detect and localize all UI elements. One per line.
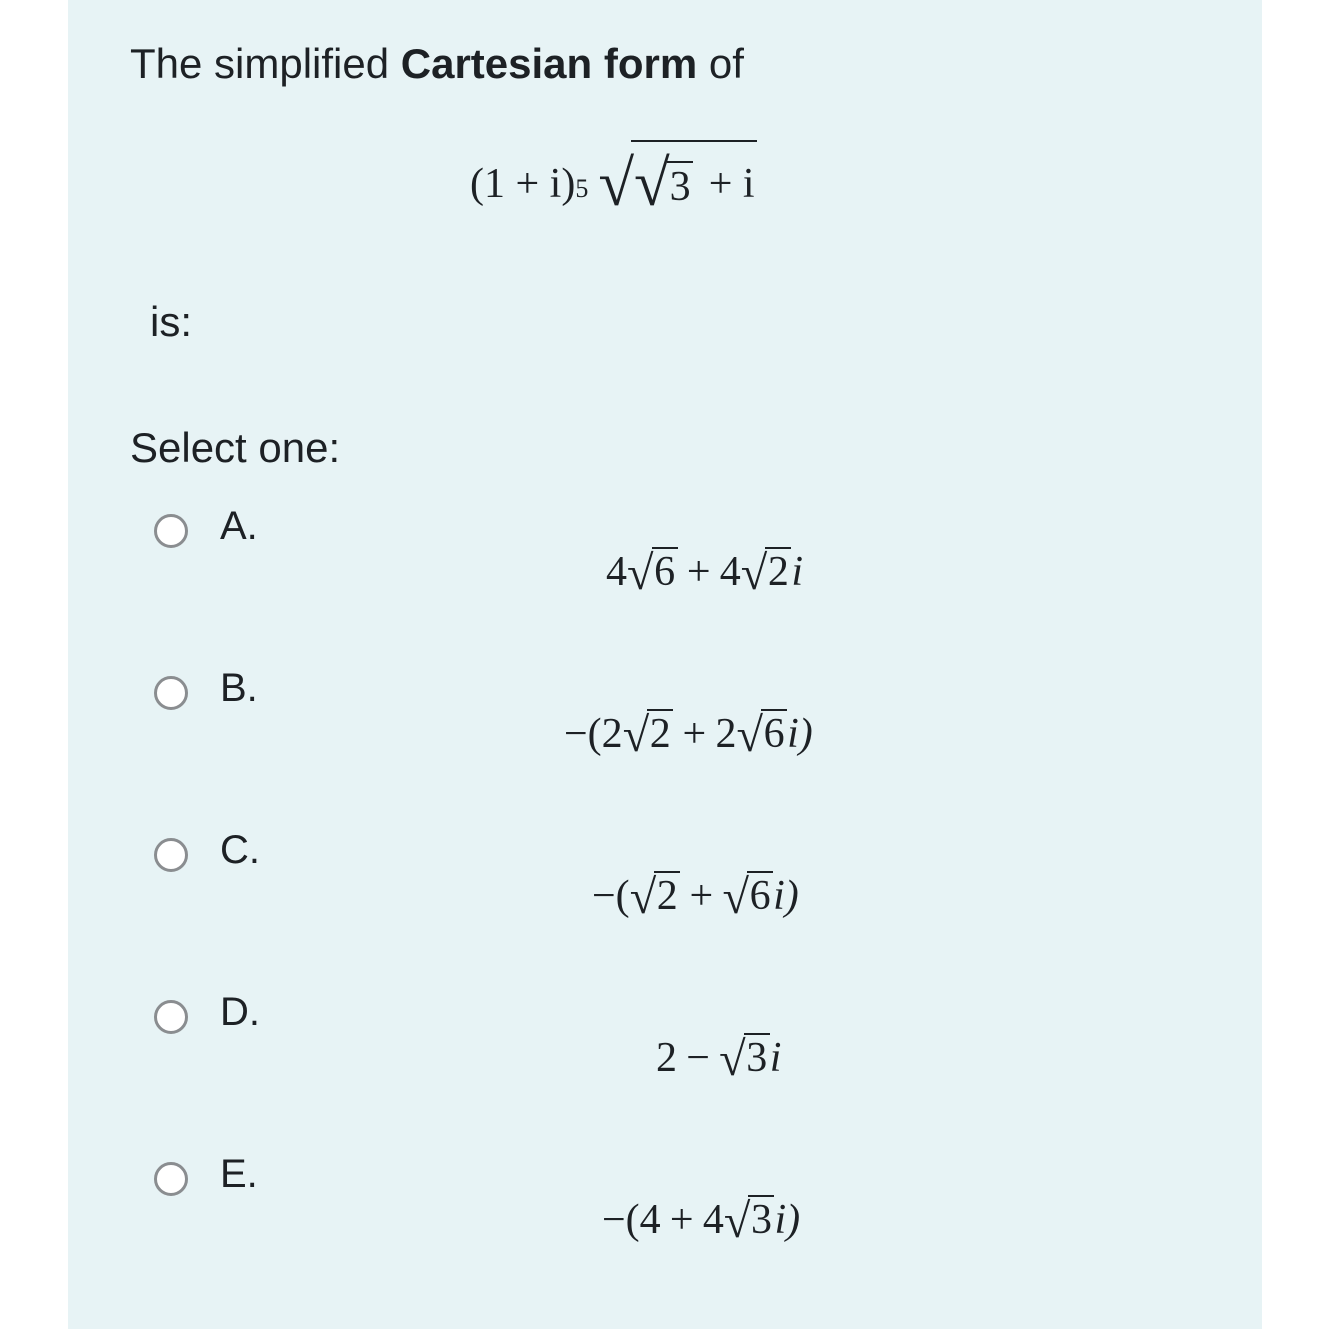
b-plus: + bbox=[682, 711, 707, 757]
a-coef-1: 4 bbox=[606, 549, 627, 595]
option-d[interactable] bbox=[150, 990, 1050, 1130]
c-radicand-2: 6 bbox=[747, 871, 773, 919]
option-letter-e: E. bbox=[220, 1152, 258, 1196]
b-close: i) bbox=[787, 711, 813, 757]
e-close: i) bbox=[774, 1197, 801, 1243]
outer-sqrt: √ √ 3 + i bbox=[598, 140, 757, 209]
option-letter-b: B. bbox=[220, 666, 258, 710]
b-radicand-1: 2 bbox=[647, 709, 673, 757]
c-sqrt-2: √ 6 bbox=[722, 870, 773, 918]
b-coef-2: 2 bbox=[715, 711, 737, 757]
b-sqrt-2: √ 6 bbox=[736, 708, 787, 756]
d-imag: i bbox=[769, 1035, 782, 1081]
c-sqrt-1: √ 2 bbox=[630, 870, 681, 918]
question-intro bbox=[130, 40, 744, 88]
option-b[interactable] bbox=[150, 666, 1050, 806]
a-plus: + bbox=[686, 549, 711, 595]
radio-c[interactable] bbox=[154, 838, 188, 872]
a-sqrt-2: √ 2 bbox=[741, 546, 792, 594]
b-sqrt-1: √ 2 bbox=[623, 708, 674, 756]
inner-sqrt: √ 3 bbox=[634, 144, 693, 209]
a-imag: i bbox=[791, 549, 804, 595]
intro-bold: Cartesian form bbox=[400, 40, 698, 87]
intro-prefix: The simplified bbox=[130, 40, 401, 87]
option-math-c bbox=[592, 870, 799, 924]
e-sqrt-1: √ 3 bbox=[724, 1194, 775, 1242]
e-radicand-1: 3 bbox=[748, 1195, 774, 1243]
inner-radicand: 3 bbox=[667, 161, 693, 209]
c-plus: + bbox=[689, 873, 714, 919]
d-minus: − bbox=[686, 1035, 710, 1081]
expr-tail: + i bbox=[708, 160, 755, 207]
option-math-b bbox=[564, 708, 813, 762]
option-letter-c: C. bbox=[220, 828, 260, 872]
a-radicand-2: 2 bbox=[765, 547, 791, 595]
intro-suffix: of bbox=[697, 40, 744, 87]
option-letter-a: A. bbox=[220, 504, 258, 548]
question-expression: (1 + i) 5 √ √ 3 + i bbox=[470, 140, 757, 209]
option-c[interactable] bbox=[150, 828, 1050, 968]
radio-d[interactable] bbox=[154, 1000, 188, 1034]
expr-left: (1 + i) bbox=[470, 160, 576, 207]
radio-b[interactable] bbox=[154, 676, 188, 710]
b-radicand-2: 6 bbox=[761, 709, 787, 757]
c-close: i) bbox=[773, 873, 799, 919]
option-letter-d: D. bbox=[220, 990, 260, 1034]
radio-e[interactable] bbox=[154, 1162, 188, 1196]
e-coef-2: 4 bbox=[702, 1197, 724, 1243]
e-plus: + bbox=[669, 1197, 694, 1243]
question-trailing: is: bbox=[150, 298, 192, 345]
select-one-label: Select one: bbox=[130, 424, 341, 471]
b-open: −(2 bbox=[564, 711, 623, 757]
a-radicand-1: 6 bbox=[652, 547, 678, 595]
d-real: 2 bbox=[656, 1035, 677, 1081]
radio-a[interactable] bbox=[154, 514, 188, 548]
option-a[interactable] bbox=[150, 504, 1050, 644]
c-open: −( bbox=[592, 873, 630, 919]
option-math-d bbox=[656, 1032, 782, 1086]
d-sqrt-1: √ 3 bbox=[719, 1032, 770, 1080]
option-e[interactable] bbox=[150, 1152, 1050, 1292]
a-coef-2: 4 bbox=[719, 549, 741, 595]
option-math-e bbox=[602, 1194, 801, 1248]
e-open: −(4 bbox=[602, 1197, 661, 1243]
c-radicand-1: 2 bbox=[654, 871, 680, 919]
option-math-a bbox=[606, 546, 804, 600]
a-sqrt-1: √ 6 bbox=[627, 546, 678, 594]
d-radicand-1: 3 bbox=[744, 1033, 770, 1081]
